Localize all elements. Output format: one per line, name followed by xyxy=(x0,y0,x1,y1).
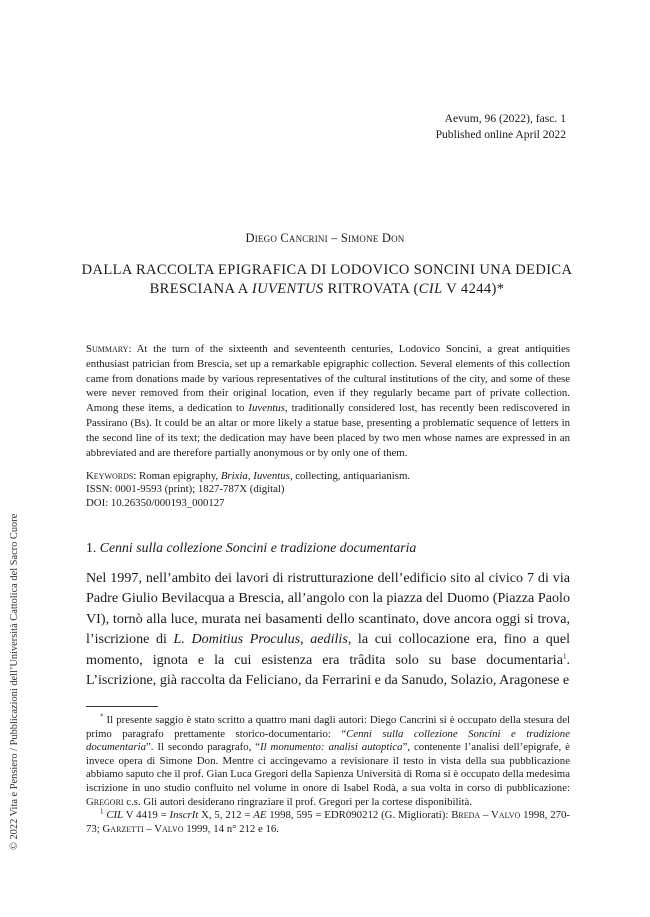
keywords-italic: Brixia xyxy=(220,470,248,482)
footnote-italic: Cenni sulla collezione Soncini e tradizione documentaria xyxy=(86,727,570,754)
footnote-smallcaps: Breda – Valvo xyxy=(451,809,521,822)
body-paragraph xyxy=(86,568,570,690)
summary-label: Summary: xyxy=(86,343,132,355)
footnote-mark: 1 xyxy=(100,807,104,816)
footnote-ref[interactable]: 1 xyxy=(562,651,567,660)
body-text: Nel 1997, nell’ambito dei lavori di ristrutturazione dell’edificio sito al civico 7 di via Padre Giulio Bevilacqua a Brescia, all’angolo con la piazza del Duomo (Piazza Paolo VI), tornò alla luce, murata nei basamenti dello scantinato, dove ancora oggi si trova, l’iscrizione di xyxy=(86,570,570,648)
journal-citation xyxy=(436,111,566,142)
issn: ISSN: 0001-9593 (print); 1827-787X (digital) xyxy=(86,483,285,496)
footnote-text: ”, contenente l’analisi dell’epigrafe, è invece opera di Simone Don. Mentre ci accingevamo a revisionare il testo in vista della sua pubblicazione abbiamo saputo che il prof. Gian Luca Gregori della Sapienza Università di Roma si è occupato della medesima iscrizione in uno studio confluito nel volume in onore di Isabel Rodà, a sua volta in corso di pubblicazione: xyxy=(86,741,570,794)
footnote-smallcaps: Garzetti – Valvo xyxy=(102,822,184,835)
summary-text: At the turn of the sixteenth and seventeenth centuries, Lodovico Soncini, a great antiquities enthusiast patrician from Brescia, set up a remarkable epigraphic collection. Several elements of this collection came from donations made by various representatives of the cultural institutions of the city, and some of these were never removed from their original location, even if they regularly became part of private collection. Among these items, a dedication to xyxy=(86,343,570,415)
authors: Diego Cancrini – Simone Don xyxy=(245,231,405,245)
keywords-text: , xyxy=(247,470,254,482)
section-title: Cenni sulla collezione Soncini e tradizione documentaria xyxy=(99,540,417,555)
footnote-italic: CIL xyxy=(106,809,124,822)
footnote-rule xyxy=(86,706,158,707)
footnote-text: 1998, 595 = EDR090212 (G. Migliorati): xyxy=(266,809,452,822)
section-number: 1. xyxy=(86,540,100,555)
keywords xyxy=(86,470,570,483)
body-text: , la cui collocazione era, fino a quel momento, ignota e la cui esistenza era trâdita solo su base documentaria xyxy=(86,631,570,668)
footnote-text: 1998, 270-73; xyxy=(86,809,570,835)
footnote-text: X, 5, 212 = xyxy=(198,809,254,822)
keywords-text: , collecting, antiquarianism. xyxy=(289,470,411,482)
article-title xyxy=(80,261,574,299)
keywords-label: Keywords: xyxy=(86,470,137,482)
title-text: DALLA RACCOLTA EPIGRAFICA DI LODOVICO SONCINI UNA DEDICA BRESCIANA A xyxy=(81,262,573,297)
footnote-text: ”. Il secondo paragrafo, “ xyxy=(145,741,261,754)
article-metadata xyxy=(86,470,570,510)
footnote-text: V 4419 = xyxy=(123,809,170,822)
footnote-1 xyxy=(86,809,570,836)
doi: DOI: 10.26350/000193_000127 xyxy=(86,496,225,509)
footnote-text: Il presente saggio è stato scritto a quattro mani dagli autori: Diego Cancrini si è occupato della stesura del primo paragrafo prettamente storico-documentario: “ xyxy=(86,714,570,740)
journal-issue: Aevum, 96 (2022), fasc. 1 xyxy=(444,112,566,125)
footnote-italic: AE xyxy=(253,809,267,822)
title-italic: IUVENTUS xyxy=(251,281,324,297)
footnote-mark: * xyxy=(100,712,104,721)
publication-date: Published online April 2022 xyxy=(435,127,566,141)
summary-italic: Iuventus xyxy=(248,402,285,415)
footnote-italic: InscrIt xyxy=(169,809,199,822)
copyright-text: © 2022 Vita e Pensiero / Pubblicazioni dell’Università Cattolica del Sacro Cuore xyxy=(9,513,20,850)
footnote-smallcaps: Gregori xyxy=(86,795,124,808)
body-text: . L’iscrizione, già raccolta da Feliciano, da Ferrarini e da Sanudo, Solazio, Aragonese e xyxy=(86,651,570,689)
footnote-italic: Il monumento: analisi autoptica xyxy=(260,741,403,754)
title-text: V 4244)* xyxy=(442,281,505,297)
footnote-text: 1999, 14 n° 212 e 16. xyxy=(183,822,280,835)
keywords-italic: Iuventus xyxy=(253,470,290,482)
title-italic: CIL xyxy=(418,281,443,297)
keywords-text: Roman epigraphy, xyxy=(136,470,221,482)
body-italic: aedilis xyxy=(310,631,348,648)
section-heading xyxy=(86,540,570,556)
summary xyxy=(86,342,570,460)
body-italic: L. Domitius Proculus xyxy=(173,631,301,648)
summary-text: , traditionally considered lost, has recently been rediscovered in Passirano (Bs). It could be an altar or more likely a statue base, presenting a problematic sequence of letters in the second line of its text; the dedication may have been placed by two men whose names are expressed in an abbreviated and are therefore partially anonymous or by only one of them. xyxy=(86,402,570,459)
body-text: , xyxy=(300,631,311,648)
footnotes xyxy=(86,714,570,836)
title-text: RITROVATA ( xyxy=(323,281,419,297)
footnote-text: c.s. Gli autori desiderano ringraziare il prof. Gregori per la cortese disponibilità. xyxy=(123,795,472,808)
footnote-star xyxy=(86,714,570,809)
